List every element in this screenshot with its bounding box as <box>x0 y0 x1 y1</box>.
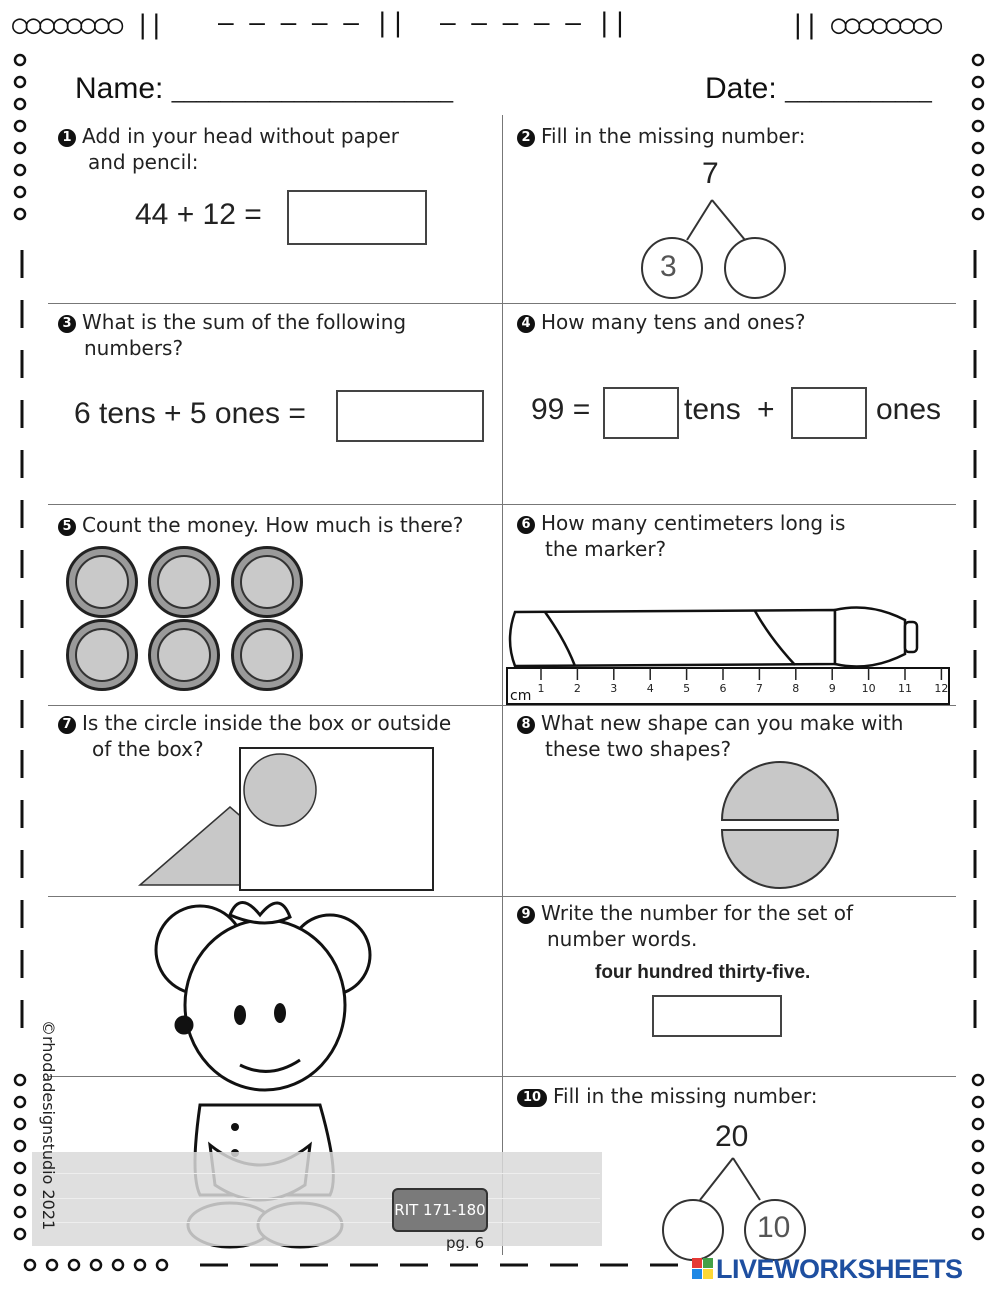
q5-number: 5 <box>58 518 76 536</box>
q9-text-line2: number words. <box>547 927 698 951</box>
dime-coin-icon <box>231 546 303 618</box>
q10-text: Fill in the missing number: <box>553 1084 818 1108</box>
q10-part-right: 10 <box>757 1211 791 1244</box>
bottom-semicircle-shape <box>722 830 838 888</box>
circle-shape <box>244 754 316 826</box>
q9-prompt <box>517 900 853 952</box>
date-field[interactable] <box>705 72 932 106</box>
q7-text-line2: of the box? <box>92 737 204 761</box>
q1-text-line1: Add in your head without paper <box>82 124 400 148</box>
q1-answer-box[interactable] <box>287 190 427 245</box>
q1-number: 1 <box>58 129 76 147</box>
ruler-tick-label: 5 <box>683 682 691 695</box>
q4-prompt <box>517 309 805 335</box>
top-semicircle-shape <box>722 762 838 820</box>
q2-answer-circle[interactable] <box>726 240 782 296</box>
ruler-tick-label: 11 <box>898 682 912 695</box>
grid-row-divider-1 <box>48 303 956 304</box>
footer-band-line <box>40 1222 600 1223</box>
footer-band <box>32 1152 602 1246</box>
copyright-wrap <box>38 1020 60 1250</box>
ruler-tick-label: 12 <box>934 682 949 695</box>
q5-prompt <box>58 512 463 538</box>
q4-text: How many tens and ones? <box>541 310 806 334</box>
q1-equation: 44 + 12 = <box>135 198 262 231</box>
dime-coin-icon <box>148 546 220 618</box>
q8-text-line1: What new shape can you make with <box>541 711 904 735</box>
q6-prompt <box>517 510 845 562</box>
q4-ones-label: ones <box>876 393 942 426</box>
q2-text: Fill in the missing number: <box>541 124 806 148</box>
q7-shapes <box>135 745 440 895</box>
q3-text-line2: numbers? <box>84 336 184 360</box>
border-top-right: || ○○○○○○○○ <box>790 10 941 40</box>
dime-coin-icon <box>231 619 303 691</box>
q4-left: 99 = <box>531 393 591 426</box>
q4-number: 4 <box>517 315 535 333</box>
dime-coin-icon <box>66 619 138 691</box>
q6-number: 6 <box>517 516 535 534</box>
q5-text: Count the money. How much is there? <box>82 513 464 537</box>
q3-text-line1: What is the sum of the following <box>82 310 407 334</box>
ruler-tick-label: 2 <box>573 682 581 695</box>
q9-number: 9 <box>517 906 535 924</box>
marker-tip-icon <box>905 622 917 652</box>
q10-answer-circle[interactable] <box>663 1200 721 1258</box>
ruler-tick-label: 1 <box>537 682 545 695</box>
ruler-tick-label: 3 <box>610 682 618 695</box>
q8-number: 8 <box>517 716 535 734</box>
q3-equation: 6 tens + 5 ones = <box>74 397 306 430</box>
q10-number: 10 <box>517 1089 547 1107</box>
q9-answer-box[interactable] <box>652 995 782 1037</box>
q8-text-line2: these two shapes? <box>545 737 732 761</box>
ruler-tick-label: 9 <box>828 682 836 695</box>
q7-text-line1: Is the circle inside the box or outside <box>82 711 452 735</box>
q10-prompt <box>517 1083 817 1109</box>
date-line: ____________ <box>785 78 932 103</box>
rit-badge: RIT 171-180 <box>392 1188 488 1232</box>
q9-number-words: four hundred thirty-five. <box>595 962 811 983</box>
ruler-unit: cm <box>510 688 532 704</box>
q6-text-line2: the marker? <box>545 537 667 561</box>
q7-number: 7 <box>58 716 76 734</box>
dime-coin-icon <box>66 546 138 618</box>
ruler-tick-label: 10 <box>861 682 876 695</box>
name-label: Name: <box>75 72 164 105</box>
dime-coin-icon <box>148 619 220 691</box>
border-top-dash-2: — — — — — || <box>440 8 628 38</box>
ruler-tick-label: 6 <box>719 682 727 695</box>
copyright-text: ©rhodadesignstudio 2021 <box>39 1020 58 1231</box>
q6-text-line1: How many centimeters long is <box>541 511 846 535</box>
q8-half-circles <box>715 760 845 890</box>
footer-band-line <box>40 1173 600 1174</box>
grid-center-divider <box>502 115 503 1255</box>
ruler-tick-label: 8 <box>792 682 800 695</box>
q4-tens-label: tens <box>684 393 741 426</box>
marker-cap-icon <box>835 608 905 667</box>
footer-band-line <box>40 1198 600 1199</box>
grid-row-divider-2 <box>48 504 956 505</box>
q9-text-line1: Write the number for the set of <box>541 901 853 925</box>
q10-whole: 20 <box>715 1120 749 1153</box>
ruler-tick-label: 7 <box>755 682 763 695</box>
q1-text-line2: and pencil: <box>88 150 199 174</box>
q6-marker-ruler <box>505 600 955 708</box>
name-line: _______________________ <box>171 78 454 103</box>
border-top-left: ○○○○○○○○ || <box>12 10 163 40</box>
q2-prompt <box>517 123 805 149</box>
ruler-tick-label: 4 <box>646 682 654 695</box>
q3-answer-box[interactable] <box>336 390 484 442</box>
liveworksheets-logo-icon <box>692 1258 714 1280</box>
q4-tens-box[interactable] <box>603 387 679 439</box>
q8-prompt <box>517 710 903 762</box>
q2-whole: 7 <box>702 157 719 190</box>
brand-name[interactable]: LIVEWORKSHEETS <box>716 1254 963 1284</box>
q1-prompt <box>58 123 399 175</box>
page-number: pg. 6 <box>446 1234 485 1252</box>
name-field[interactable] <box>75 72 453 106</box>
q3-prompt <box>58 309 406 361</box>
border-top-dash-1: — — — — — || <box>218 8 406 38</box>
q4-plus: + <box>757 393 775 426</box>
q4-ones-box[interactable] <box>791 387 867 439</box>
date-label: Date: <box>705 72 777 105</box>
marker-body-icon <box>510 610 835 666</box>
q2-number: 2 <box>517 129 535 147</box>
q3-number: 3 <box>58 315 76 333</box>
q2-part-left: 3 <box>660 250 677 283</box>
